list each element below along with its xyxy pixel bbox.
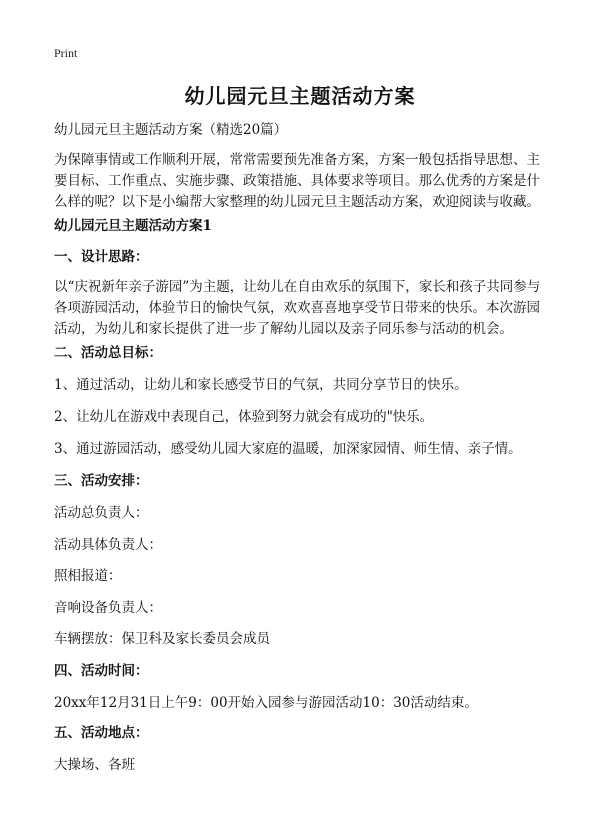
arrangement-item-3: 照相报道： — [54, 568, 122, 584]
goal-item-2: 2、让幼儿在游戏中表现自己，体验到努力就会有成功的"快乐。 — [54, 409, 434, 425]
place-text: 大操场、各班 — [54, 757, 135, 773]
subtitle: 幼儿园元旦主题活动方案（精选20篇） — [54, 122, 288, 138]
heading-design-idea: 一、设计思路： — [54, 249, 149, 265]
heading-goals: 二、活动总目标： — [54, 345, 162, 361]
goal-item-1: 1、通过活动，让幼儿和家长感受节日的气氛，共同分享节日的快乐。 — [54, 377, 468, 393]
section-title: 幼儿园元旦主题活动方案1 — [54, 218, 212, 234]
arrangement-item-4: 音响设备负责人： — [54, 600, 162, 616]
design-idea-paragraph: 以“庆祝新年亲子游园”为主题，让幼儿在自由欢乐的氛围下，家长和孩子共同参与各项游园活动，体验节日的愉快气氛，欢欢喜喜地享受节日带来的快乐。本次游园活动，为幼儿和家长提供了进一步了解幼儿园以及亲子同乐参与活动的机会。 — [54, 279, 541, 337]
print-link[interactable]: Print — [54, 46, 78, 60]
goal-item-3: 3、通过游园活动，感受幼儿园大家庭的温暖，加深家园情、师生情、亲子情。 — [54, 441, 522, 457]
heading-place: 五、活动地点： — [54, 725, 149, 741]
heading-time: 四、活动时间： — [54, 663, 149, 679]
heading-arrangement: 三、活动安排： — [54, 473, 149, 489]
intro-paragraph: 为保障事情或工作顺利开展，常常需要预先准备方案，方案一般包括指导思想、主要目标、工作重点、实施步骤、政策措施、具体要求等项目。那么优秀的方案是什么样的呢？以下是小编帮大家整理的幼儿园元旦主题活动方案，欢迎阅读与收藏。 — [54, 152, 540, 210]
time-text: 20xx年12月31日上午9：00开始入园参与游园活动10：30活动结束。 — [54, 695, 478, 711]
arrangement-item-2: 活动具体负责人： — [54, 537, 162, 553]
arrangement-item-1: 活动总负责人： — [54, 505, 149, 521]
arrangement-item-5: 车辆摆放：保卫科及家长委员会成员 — [54, 631, 270, 647]
page-title: 幼儿园元旦主题活动方案 — [184, 84, 416, 108]
